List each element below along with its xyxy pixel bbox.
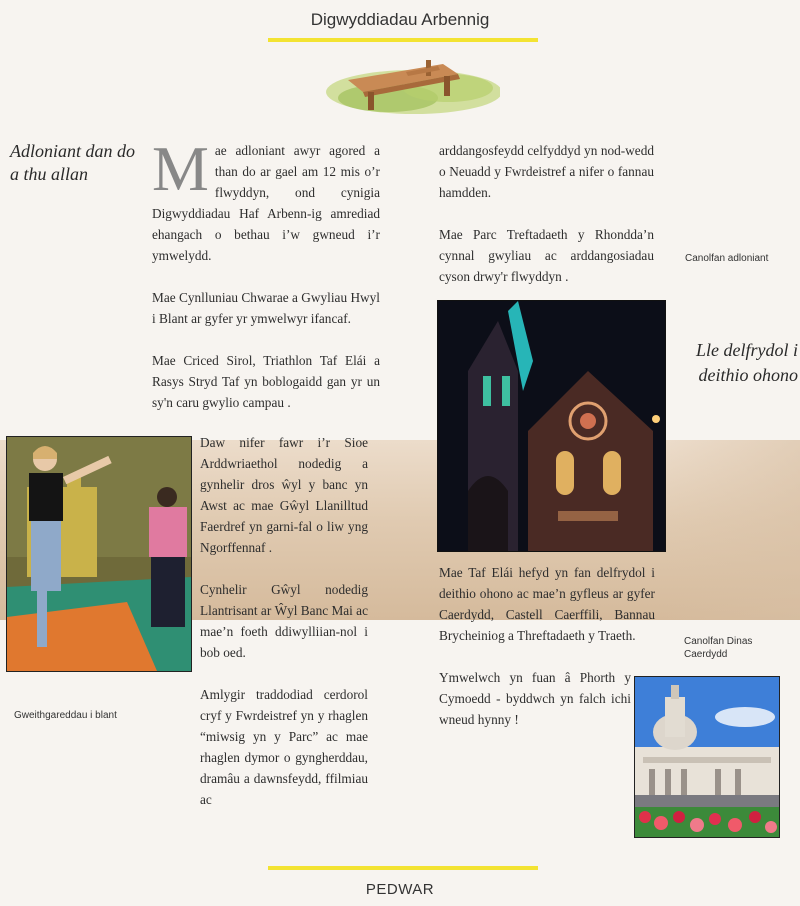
chapel-night-photo — [437, 300, 666, 552]
paragraph-festival: Cynhelir Gŵyl nodedig Llantrisant ar Ŵyl Banc Mai ac mae’n foeth ddiwylliian-nol i bob oed. — [200, 582, 368, 660]
paragraph-sports: Mae Criced Sirol, Triathlon Taf Elái a Rasys Stryd Taf yn boblogaidd gan yr un sy'n caru gwylio campau . — [152, 353, 380, 410]
page-title: Digwyddiadau Arbennig — [310, 10, 490, 29]
top-yellow-rule — [268, 38, 538, 42]
bench-illustration — [318, 52, 500, 118]
paragraph-travel: Mae Taf Elái hefyd yn fan delfrydol i deithio ohono ac mae’n gyfleus ar gyfer Caerdydd, Castell Caerffili, Bannau Brycheiniog a Threftadaeth y Traeth. — [439, 565, 655, 643]
drop-cap: M — [152, 133, 209, 204]
page-number-label: PEDWAR — [365, 881, 435, 898]
column-1-lower — [200, 432, 368, 831]
heading-travel: Lle delfrydol i deithio ohono — [696, 340, 798, 385]
column-2-lower — [439, 562, 655, 751]
paragraph-heritage-park: Mae Parc Treftadaeth y Rhondda’n cynnal gwyliau ac arddangosiadau cyson drwy'r flwyddyn . — [439, 227, 654, 284]
landscape-band-fade — [665, 440, 800, 620]
paragraph-show: Daw nifer fawr i’r Sioe Arddwriaethol nodedig a gynhelir dros ŵyl y banc yn Awst ac mae Gŵyl Llanilltud Faerdref yn garni-fal o liw yng Ngorffennaf . — [200, 435, 368, 555]
bottom-yellow-rule — [268, 866, 538, 870]
paragraph-visit: Ymwelwch yn fuan â Phorth y Cymoedd - byddwch yn falch ichi wneud hynny ! — [439, 670, 631, 727]
paragraph-intro — [152, 133, 380, 266]
caption-cardiff: Canolfan Dinas Caerdydd — [684, 636, 753, 660]
paragraph-music: Amlygir traddodiad cerdorol cryf y Fwrdeistref yn y rhaglen “miwsig yn y Parc” ac mae rhaglen dymor o gyngherddau, dramâu a dawnsfeydd, ffilmiau ac — [200, 687, 368, 807]
column-2-upper — [439, 140, 654, 308]
children-photo — [6, 436, 192, 672]
caption-entertainment-centre: Canolfan adloniant — [685, 253, 769, 264]
paragraph-intro-text: ae adloniant awyr agored a than do ar gael am 12 mis o’r flwyddyn, ond cynigia Digwyddiadau Haf Arbenn-ig amrediad ehangach o bethau i’w gwneud i’r ymwelydd. — [152, 143, 380, 263]
caption-children: Gweithgareddau i blant — [14, 710, 117, 721]
paragraph-exhibitions: arddangosfeydd celfyddyd yn nod-wedd o Neuadd y Fwrdeistref a nifer o fannau hamdden. — [439, 143, 654, 200]
cardiff-city-hall-photo — [634, 676, 780, 838]
column-1-upper — [152, 133, 380, 434]
paragraph-playschemes: Mae Cynlluniau Chwarae a Gwyliau Hwyl i Blant ar gyfer yr ymwelwyr ifancaf. — [152, 290, 380, 326]
heading-entertainment: Adloniant dan do a thu allan — [10, 141, 135, 184]
